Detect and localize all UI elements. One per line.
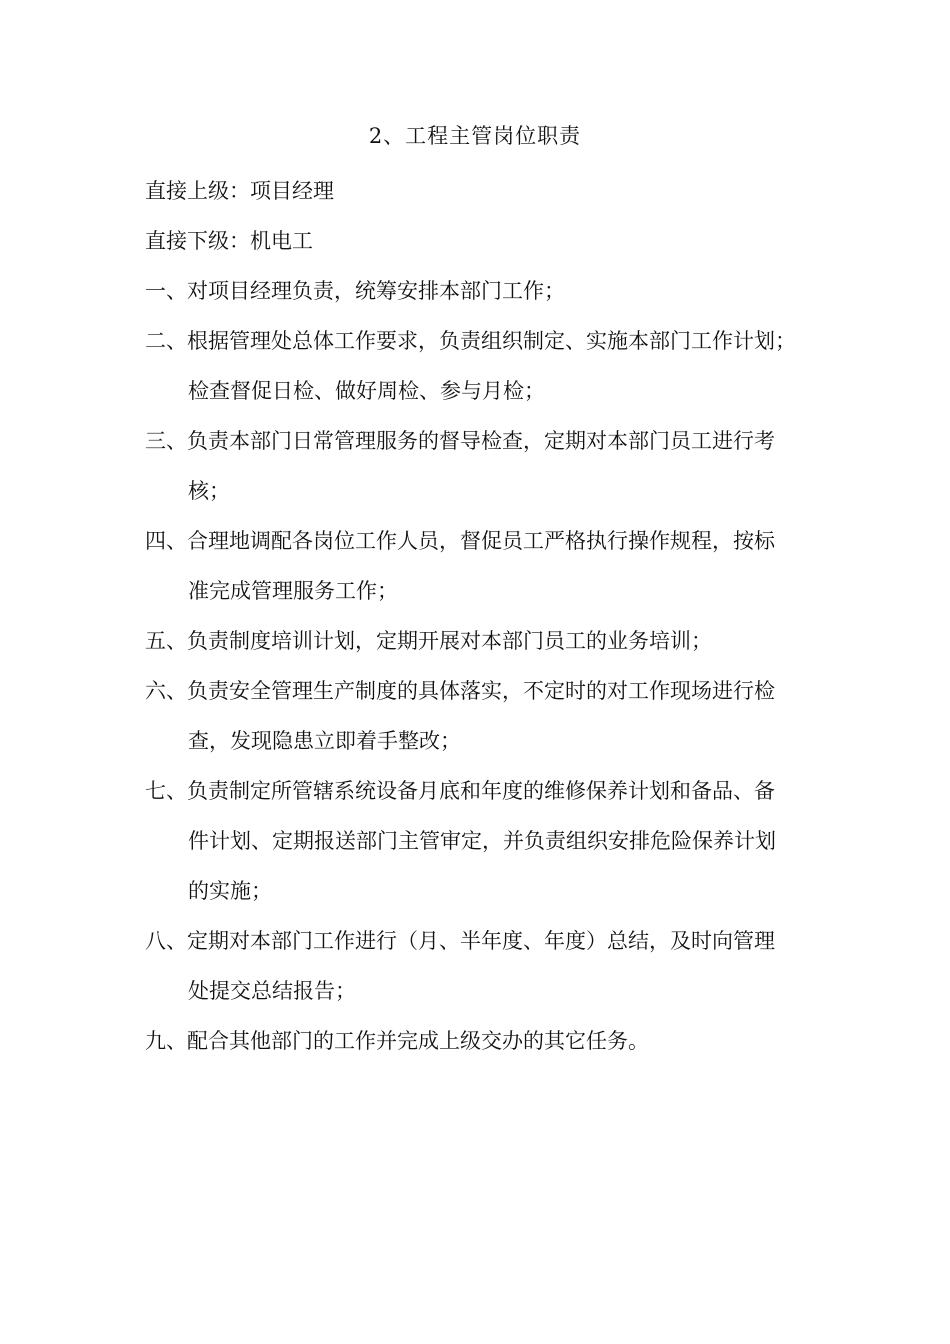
duty-item-2 (145, 316, 807, 416)
duty-item-5 (145, 616, 807, 666)
duty-item-4 (145, 516, 807, 616)
duty-line: 七、负责制定所管辖系统设备月底和年度的维修保养计划和备品、备 (145, 779, 775, 803)
duty-line-continued: 准完成管理服务工作； (188, 579, 398, 603)
duty-line: 二、根据管理处总体工作要求，负责组织制定、实施本部门工作计划； (145, 329, 796, 353)
duty-item-7 (145, 766, 807, 916)
duty-item-1 (145, 266, 807, 316)
duty-line: 四、合理地调配各岗位工作人员，督促员工严格执行操作规程，按标 (145, 529, 775, 553)
duty-item-9 (145, 1016, 807, 1066)
duty-line-continued: 查，发现隐患立即着手整改； (188, 729, 461, 753)
direct-superior: 直接上级：项目经理 (145, 179, 334, 203)
duty-line-continued: 检查督促日检、做好周检、参与月检； (188, 379, 545, 403)
duty-line-continued: 的实施； (188, 879, 272, 903)
direct-subordinate: 直接下级：机电工 (145, 229, 313, 253)
duty-line: 三、负责本部门日常管理服务的督导检查，定期对本部门员工进行考 (145, 429, 775, 453)
document-body (145, 166, 807, 1066)
duty-line: 六、负责安全管理生产制度的具体落实，不定时的对工作现场进行检 (145, 679, 775, 703)
duty-item-8 (145, 916, 807, 1016)
duty-item-3 (145, 416, 807, 516)
document-title: 2、工程主管岗位职责 (368, 124, 582, 148)
duty-line: 八、定期对本部门工作进行（月、半年度、年度）总结，及时向管理 (145, 929, 775, 953)
duty-line: 九、配合其他部门的工作并完成上级交办的其它任务。 (145, 1029, 649, 1053)
duty-line-continued: 核； (188, 479, 230, 503)
duty-line: 一、对项目经理负责，统筹安排本部门工作； (145, 279, 565, 303)
duty-line-continued: 件计划、定期报送部门主管审定，并负责组织安排危险保养计划 (188, 829, 776, 853)
duty-line: 五、负责制度培训计划，定期开展对本部门员工的业务培训； (145, 629, 712, 653)
duty-item-6 (145, 666, 807, 766)
duty-line-continued: 处提交总结报告； (188, 979, 356, 1003)
